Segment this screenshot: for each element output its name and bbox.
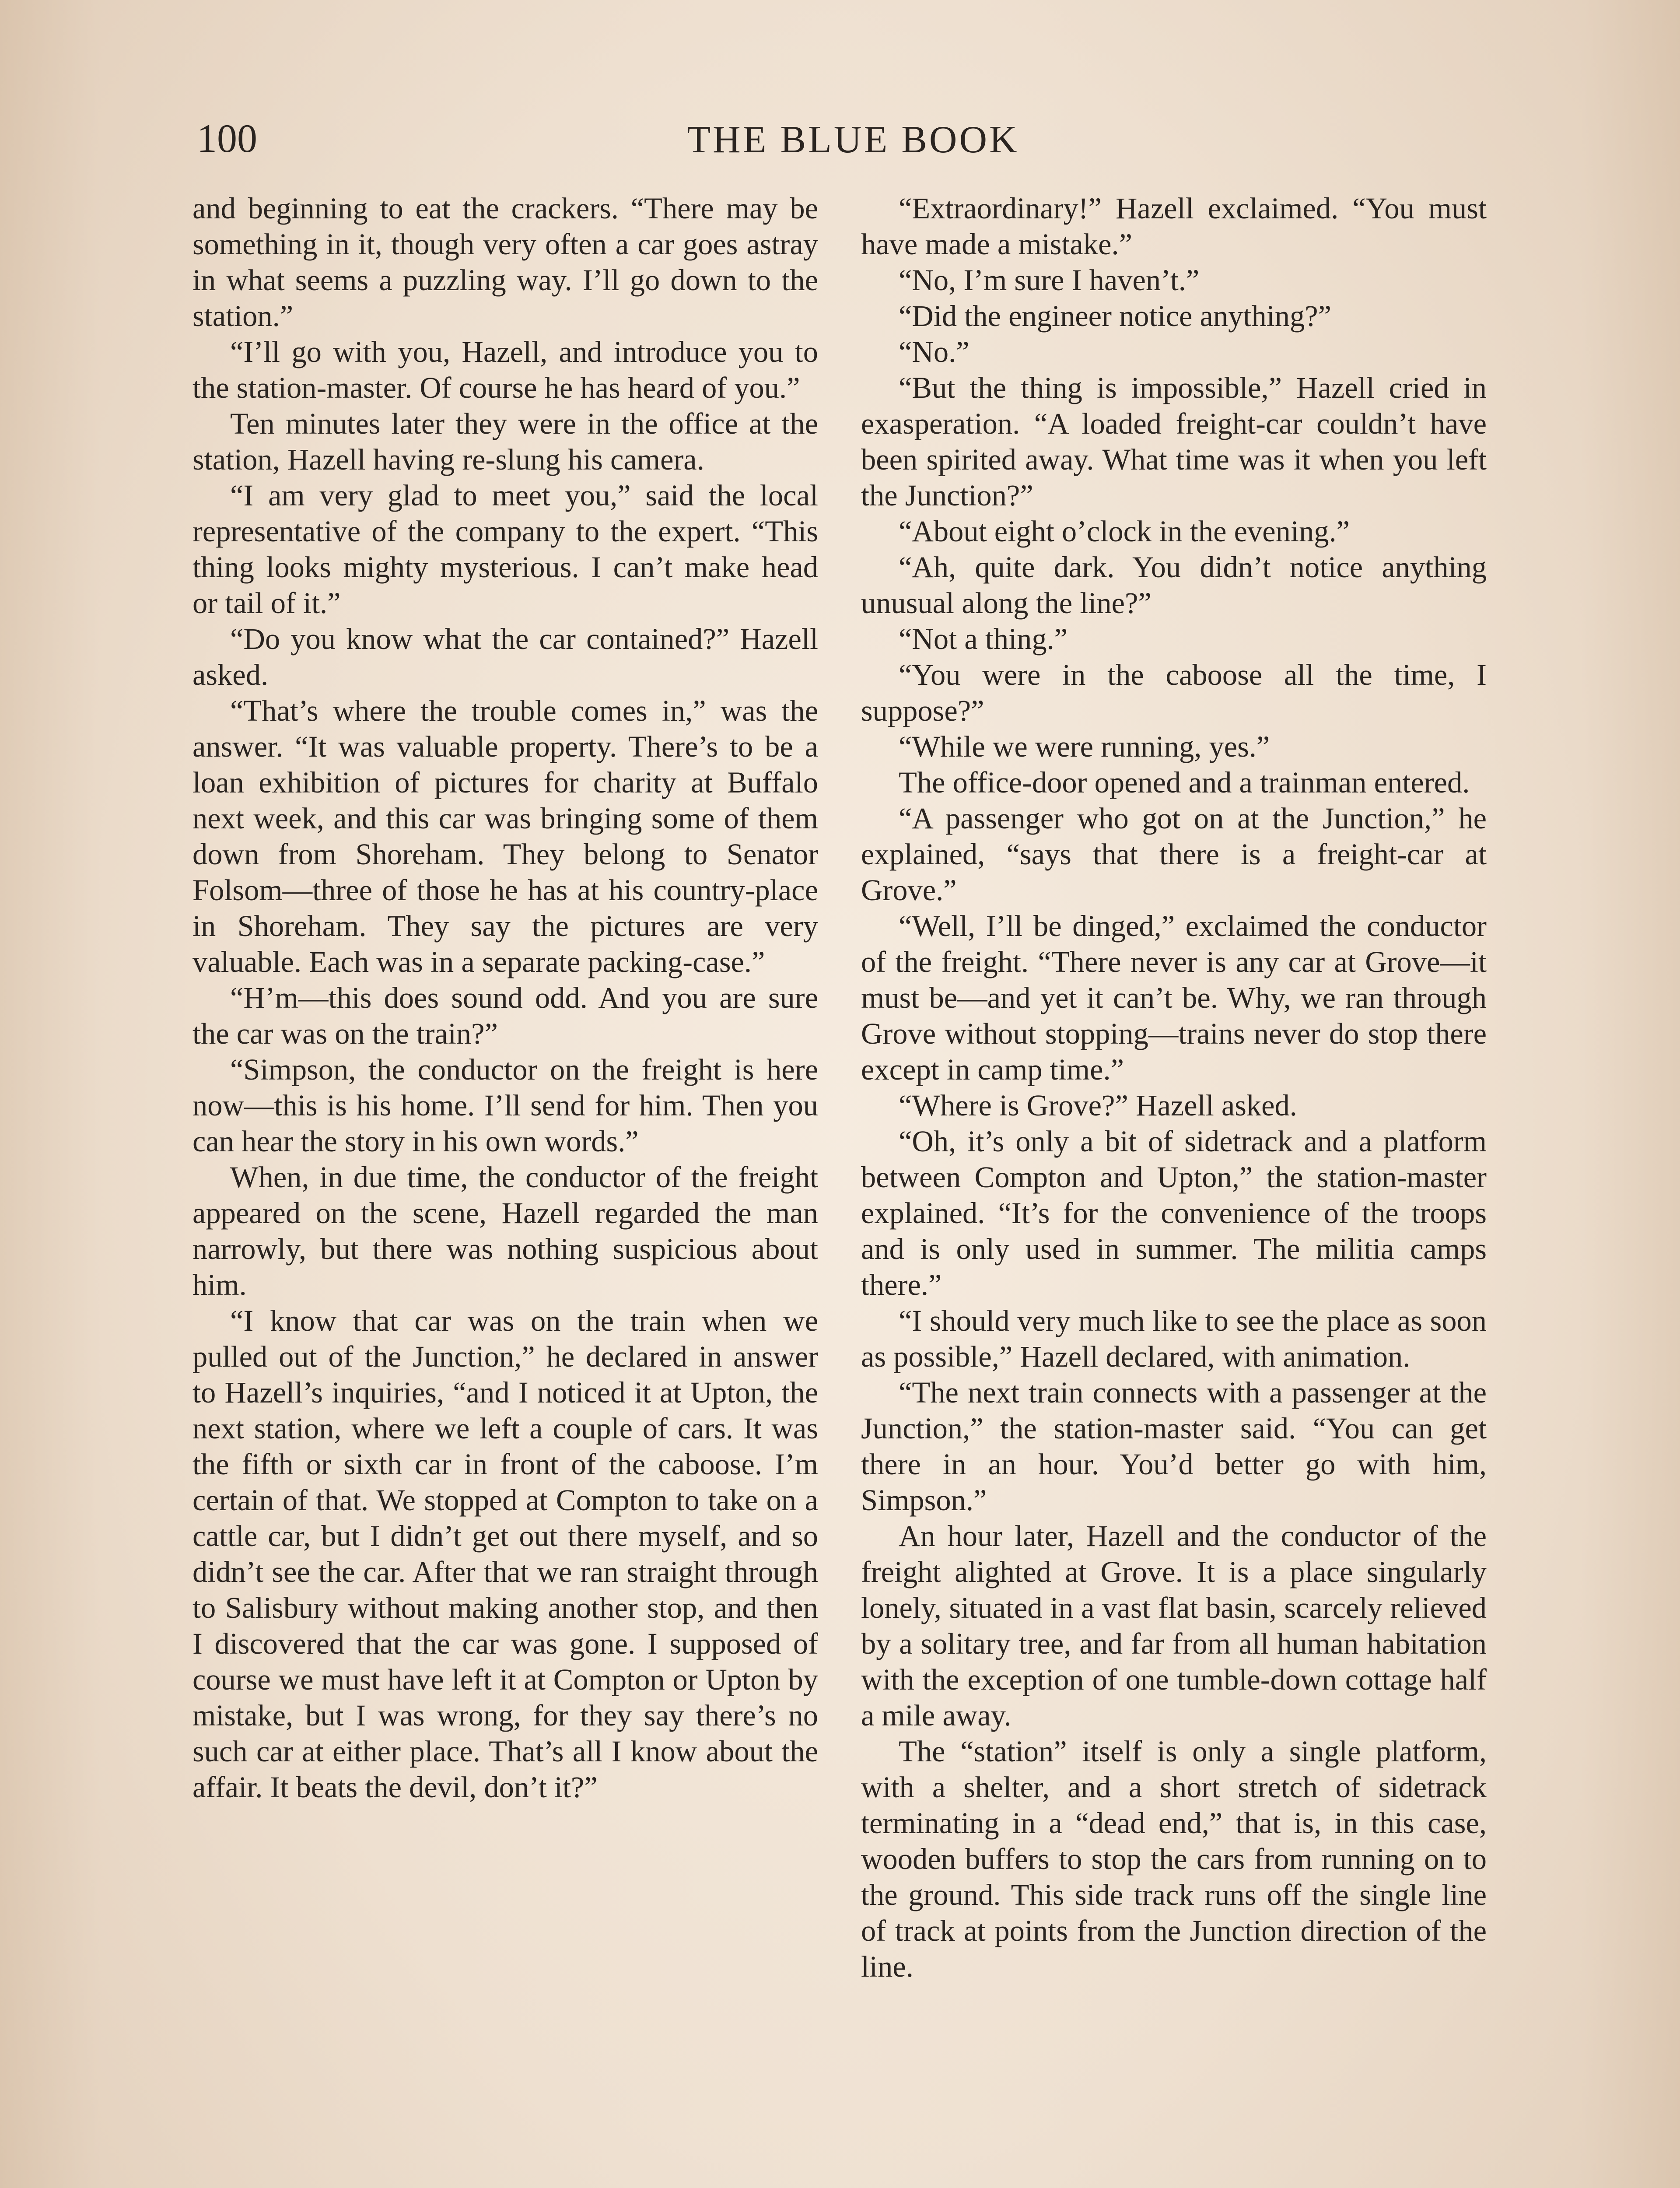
paragraph: The office-door opened and a trainman entered.	[899, 766, 1470, 799]
paragraph: “Do you know what the car contained?” Hazell asked.	[192, 622, 818, 691]
paragraph: “Ah, quite dark. You didn’t notice anything unusual along the line?”	[861, 551, 1487, 620]
paragraph: “While we were running, yes.”	[899, 730, 1270, 763]
paragraph: “Well, I’ll be dinged,” exclaimed the conductor of the freight. “There never is any car at Grove—it must be—and yet it can’t be. Why, we ran through Grove without stopping—trains never do stop there except in camp time.”	[861, 909, 1487, 1086]
page-number: 100	[197, 116, 257, 161]
right-column	[861, 190, 1487, 1985]
paragraph: “But the thing is impossible,” Hazell cried in exasperation. “A loaded freight-car couldn’t have been spirited away. What time was it when you left the Junction?”	[861, 371, 1487, 512]
paragraph: “I’ll go with you, Hazell, and introduce you to the station-master. Of course he has heard of you.”	[192, 335, 818, 404]
paragraph: “A passenger who got on at the Junction,” he explained, “says that there is a freight-car at Grove.”	[861, 802, 1487, 907]
paragraph: The “station” itself is only a single platform, with a shelter, and a short stretch of sidetrack terminating in a “dead end,” that is, in this case, wooden buffers to stop the cars from running on to the ground. This side track runs off the single line of track at points from the Junction direction of the line.	[861, 1735, 1487, 1983]
paragraph: “You were in the caboose all the time, I suppose?”	[861, 658, 1487, 727]
paragraph: “The next train connects with a passenger at the Junction,” the station-master said. “You can get there in an hour. You’d better go with him, Simpson.”	[861, 1376, 1487, 1517]
paragraph: “H’m—this does sound odd. And you are sure the car was on the train?”	[192, 981, 818, 1050]
paragraph: “Where is Grove?” Hazell asked.	[899, 1089, 1297, 1122]
paragraph: “Not a thing.”	[899, 622, 1068, 656]
paragraph: An hour later, Hazell and the conductor of the freight alighted at Grove. It is a place singularly lonely, situated in a vast flat basin, scarcely relieved by a solitary tree, and far from all human habitation with the exception of one tumble-down cottage half a mile away.	[861, 1519, 1487, 1732]
paragraph: “I should very much like to see the place as soon as possible,” Hazell declared, with animation.	[861, 1304, 1487, 1373]
paragraph: “I know that car was on the train when we pulled out of the Junction,” he declared in answer to Hazell’s inquiries, “and I noticed it at Upton, the next station, where we left a couple of cars. It was the fifth or sixth car in front of the caboose. I’m certain of that. We stopped at Compton to take on a cattle car, but I didn’t get out there myself, and so didn’t see the car. After that we ran straight through to Salisbury without making another stop, and then I discovered that the car was gone. I supposed of course we must have left it at Compton or Upton by mistake, but I was wrong, for they say there’s no such car at either place. That’s all I know about the affair. It beats the devil, don’t it?”	[192, 1304, 818, 1804]
paragraph: “No, I’m sure I haven’t.”	[899, 263, 1200, 297]
paragraph: “Did the engineer notice anything?”	[899, 299, 1332, 333]
paragraph: “About eight o’clock in the evening.”	[899, 515, 1350, 548]
left-column	[192, 190, 818, 1805]
paragraph: “Oh, it’s only a bit of sidetrack and a platform between Compton and Upton,” the station-master explained. “It’s for the convenience of the troops and is only used in summer. The militia camps there.”	[861, 1125, 1487, 1301]
paragraph: “Simpson, the conductor on the freight is here now—this is his home. I’ll send for him. Then you can hear the story in his own words.”	[192, 1053, 818, 1158]
paragraph: “I am very glad to meet you,” said the local representative of the company to the expert. “This thing looks mighty mysterious. I can’t make head or tail of it.”	[192, 479, 818, 620]
running-head: THE BLUE BOOK	[687, 119, 1019, 161]
paragraph: “No.”	[899, 335, 970, 368]
paragraph: Ten minutes later they were in the office at the station, Hazell having re-slung his camera.	[192, 407, 818, 476]
paragraph: “That’s where the trouble comes in,” was the answer. “It was valuable property. There’s to be a loan exhibition of pictures for charity at Buffalo next week, and this car was bringing some of them down from Shoreham. They belong to Senator Folsom—three of those he has at his country-place in Shoreham. They say the pictures are very valuable. Each was in a separate packing-case.”	[192, 694, 818, 978]
paragraph: “Extraordinary!” Hazell exclaimed. “You must have made a mistake.”	[861, 192, 1487, 261]
paragraph: and beginning to eat the crackers. “There may be something in it, though very often a car goes astray in what seems a puzzling way. I’ll go down to the station.”	[192, 192, 818, 333]
paragraph: When, in due time, the conductor of the freight appeared on the scene, Hazell regarded the man narrowly, but there was nothing suspicious about him.	[192, 1161, 818, 1301]
